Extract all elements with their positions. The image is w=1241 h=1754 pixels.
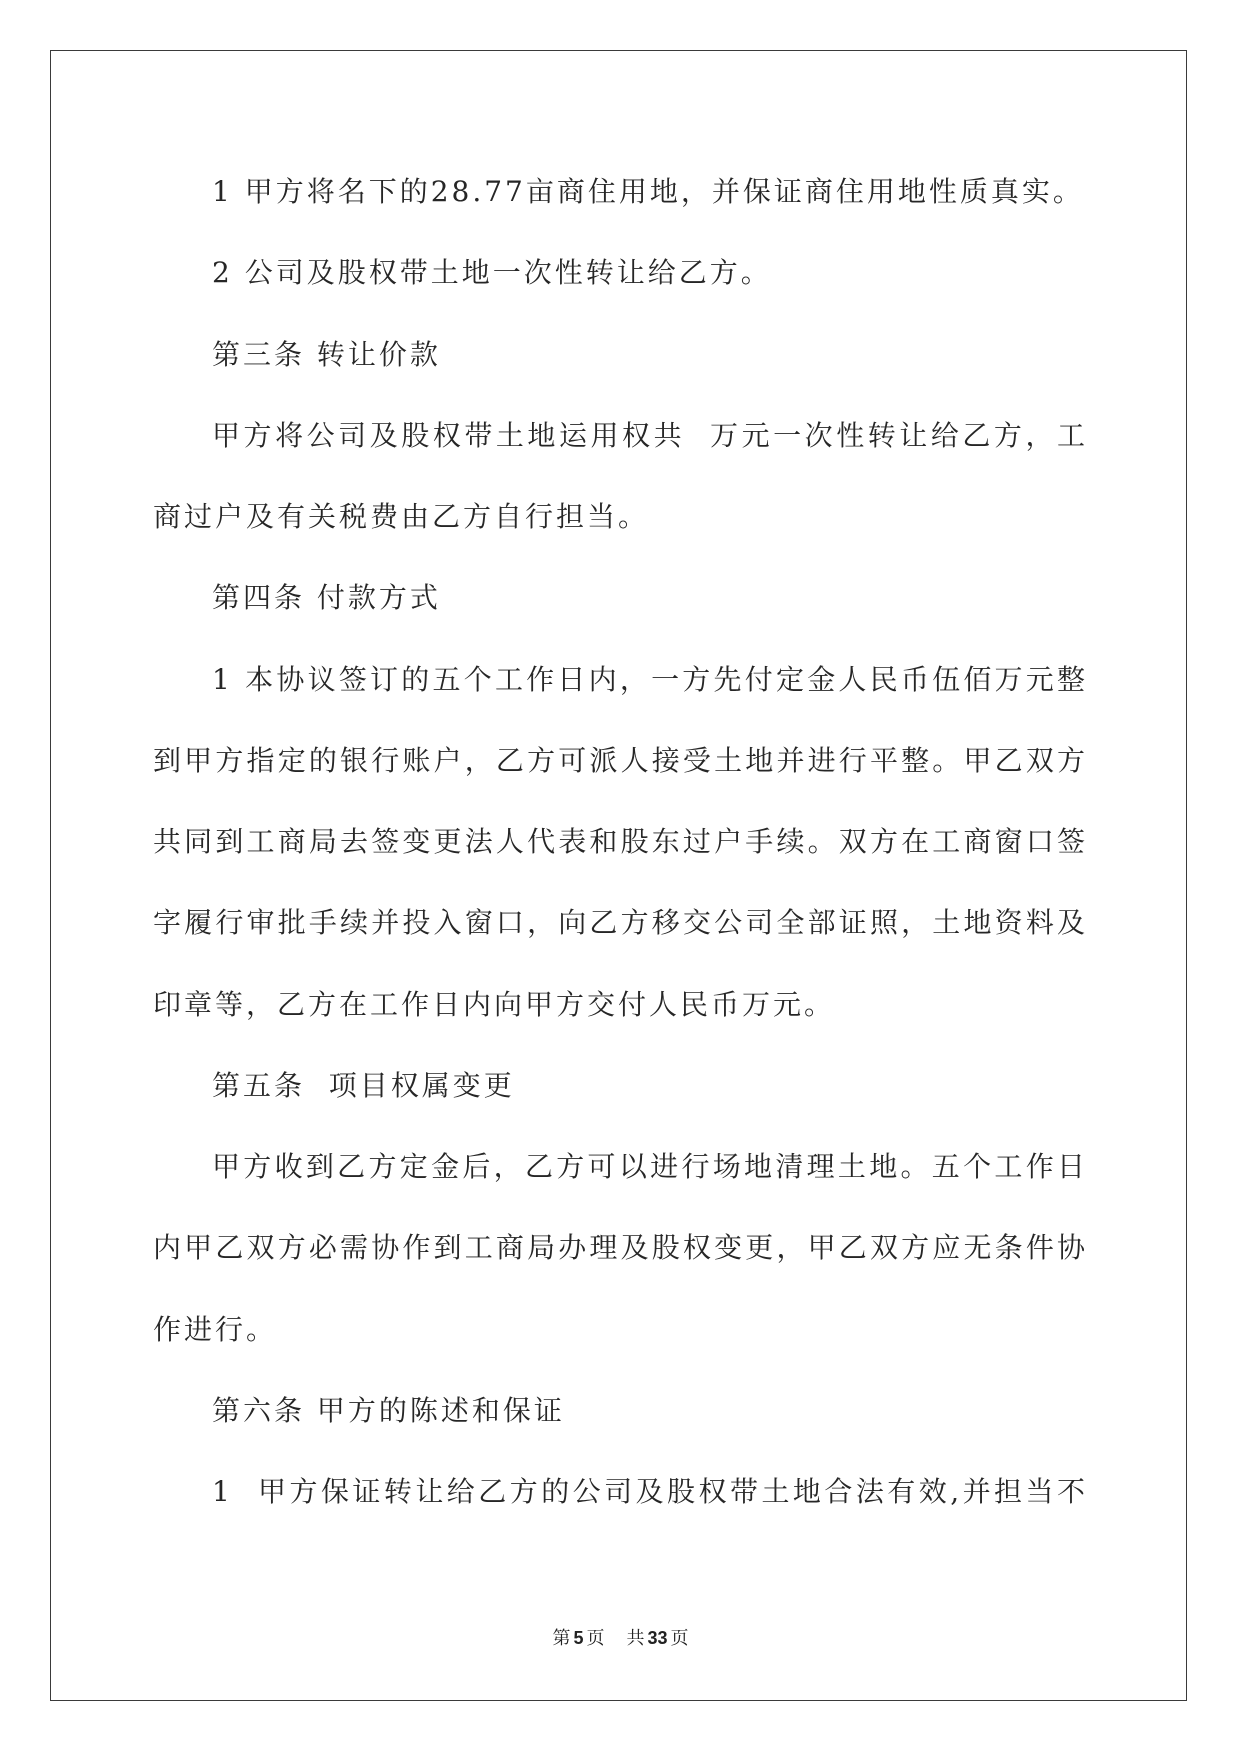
text-line	[153, 882, 1089, 963]
article-heading	[153, 1370, 1085, 1451]
heading-text: 第四条 付款方式	[212, 581, 441, 615]
page-number: 5	[573, 1628, 584, 1648]
total-pages: 33	[647, 1628, 668, 1648]
line-text: 印章等，乙方在工作日内向甲方交付人民币万元。	[153, 987, 836, 1021]
line-text: 字履行审批手续并投入窗口，向乙方移交公司全部证照，土地资料及	[153, 906, 1089, 940]
article-heading	[153, 1045, 1085, 1126]
footer-page-prefix: 第	[552, 1628, 571, 1648]
line-text: 1 甲方将名下的28.77亩商住用地，并保证商住用地性质真实。	[212, 175, 1084, 208]
line-text: 1 甲方保证转让给乙方的公司及股权带土地合法有效,并担当不	[212, 1475, 1089, 1508]
heading-text: 第六条 甲方的陈述和保证	[212, 1393, 565, 1427]
line-text: 2 公司及股权带土地一次性转让给乙方。	[212, 256, 772, 290]
line-text: 共同到工商局去签变更法人代表和股东过户手续。双方在工商窗口签	[153, 825, 1089, 858]
footer-total-suffix: 页	[670, 1628, 689, 1648]
text-line	[153, 1045, 1085, 1126]
document-body	[153, 151, 1089, 1532]
heading-text: 第三条 转让价款	[212, 337, 441, 371]
text-line	[153, 1370, 1085, 1451]
line-text: 作进行。	[153, 1312, 278, 1346]
text-line	[153, 964, 1085, 1045]
paragraph	[153, 232, 1085, 313]
line-text: 内甲乙双方必需协作到工商局办理及股权变更，甲乙双方应无条件协	[153, 1231, 1089, 1265]
line-text: 商过户及有关税费由乙方自行担当。	[153, 500, 650, 533]
text-line	[153, 1126, 1089, 1207]
paragraph	[153, 395, 1089, 558]
text-line	[153, 476, 1085, 557]
line-text: 甲方将公司及股权带土地运用权共 万元一次性转让给乙方，工	[212, 418, 1089, 452]
footer-page-suffix: 页	[586, 1628, 605, 1648]
text-line	[153, 232, 1085, 313]
page-footer	[0, 1624, 1241, 1652]
text-line	[153, 1289, 1085, 1370]
text-line	[153, 557, 1085, 638]
heading-text: 第五条 项目权属变更	[212, 1068, 515, 1102]
article-heading	[153, 314, 1085, 395]
text-line	[153, 801, 1089, 882]
paragraph	[153, 639, 1089, 1045]
paragraph	[153, 151, 1085, 232]
article-heading	[153, 557, 1085, 638]
text-line	[153, 639, 1089, 720]
line-text: 到甲方指定的银行账户，乙方可派人接受土地并进行平整。甲乙双方	[153, 743, 1089, 777]
paragraph	[153, 1451, 1089, 1532]
paragraph	[153, 1126, 1089, 1370]
text-line	[153, 395, 1089, 476]
line-text: 1 本协议签订的五个工作日内，一方先付定金人民币伍佰万元整	[212, 662, 1089, 696]
text-line	[153, 151, 1085, 232]
line-text: 甲方收到乙方定金后，乙方可以进行场地清理土地。五个工作日	[212, 1150, 1089, 1183]
footer-total-prefix: 共	[626, 1628, 645, 1648]
text-line	[153, 1451, 1089, 1532]
text-line	[153, 314, 1085, 395]
text-line	[153, 1207, 1089, 1288]
text-line	[153, 720, 1089, 801]
